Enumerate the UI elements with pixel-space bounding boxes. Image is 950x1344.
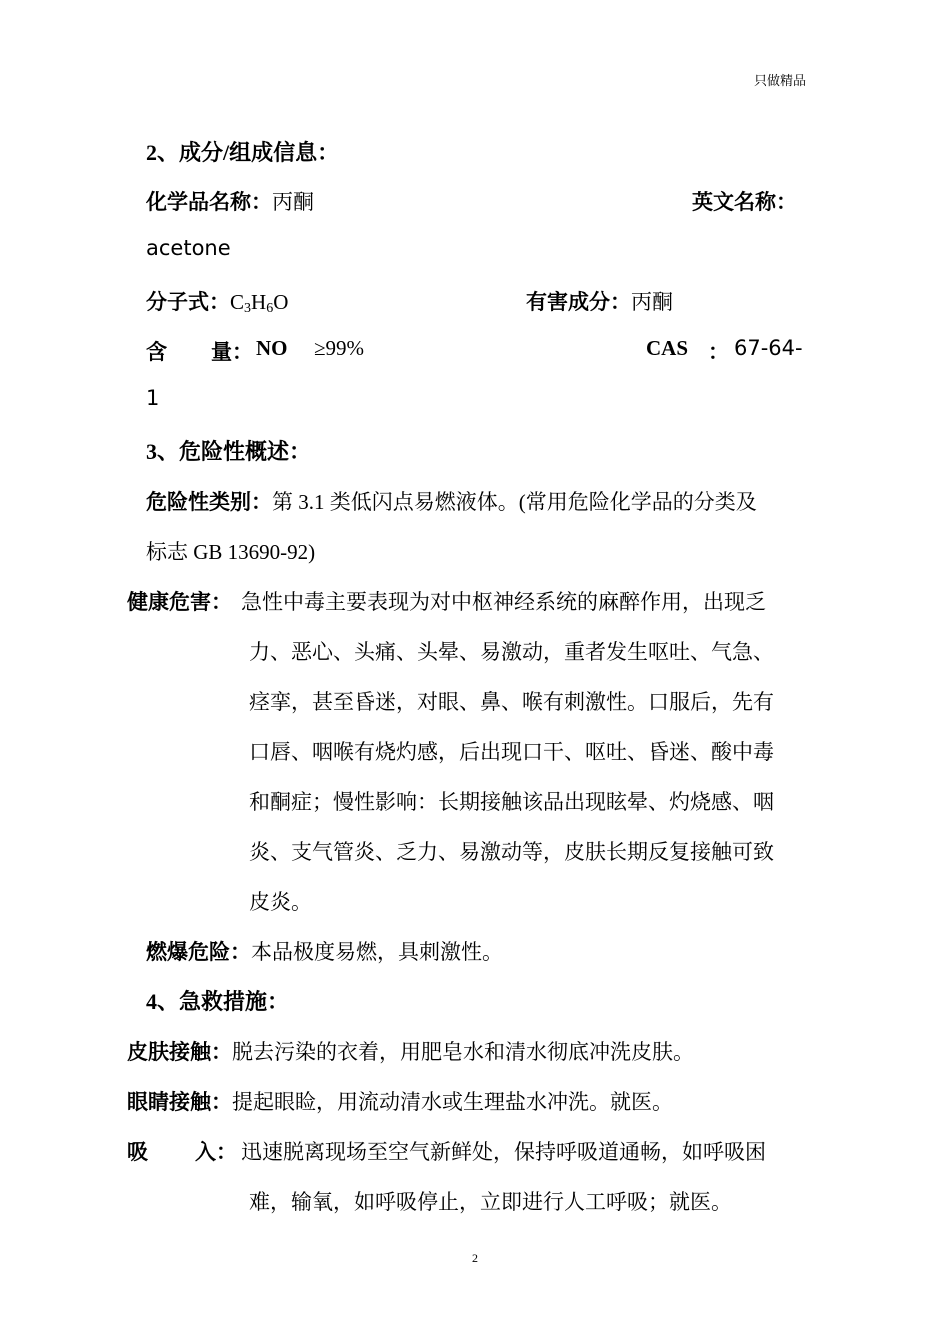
skin-contact-value: 脱去污染的衣着，用肥皂水和清水彻底冲洗皮肤。	[232, 1040, 694, 1064]
formula-c-sub: 3	[244, 301, 252, 316]
health-hazard-label: 健康危害：	[127, 590, 232, 614]
cas-label: CAS	[646, 336, 689, 360]
harmful-label: 有害成分：	[526, 290, 631, 314]
content-label-2: 量：	[211, 340, 253, 364]
chem-name-row	[146, 186, 314, 216]
cas-value-2: 1	[146, 386, 160, 410]
harmful-row	[526, 286, 673, 316]
harmful-value: 丙酮	[631, 290, 673, 314]
fire-hazard-value: 本品极度易燃，具刺激性。	[251, 940, 503, 964]
chem-name-value: 丙酮	[272, 190, 314, 214]
formula-c: C	[230, 290, 245, 314]
fire-hazard-row	[146, 936, 503, 966]
page-number: 2	[472, 1251, 478, 1265]
health-hazard-line: 痉挛，甚至昏迷，对眼、鼻、喉有刺激性。口服后，先有	[249, 690, 774, 714]
health-hazard-line: 急性中毒主要表现为对中枢神经系统的麻醉作用，出现乏	[241, 590, 766, 614]
formula-o: O	[273, 290, 289, 314]
header-text: 只做精品	[753, 73, 806, 88]
section-3-title: 3、危险性概述：	[146, 439, 312, 464]
cas-value-1: 67-64-	[734, 336, 803, 360]
formula-h-sub: 6	[266, 301, 274, 316]
content-label-1: 含	[146, 340, 167, 364]
eye-contact-value: 提起眼睑，用流动清水或生理盐水冲洗。就医。	[232, 1090, 673, 1114]
inhale-label-2: 入：	[195, 1140, 237, 1164]
health-hazard-line: 皮炎。	[249, 890, 312, 914]
formula-label: 分子式：	[146, 290, 230, 314]
content-no: NO	[256, 336, 288, 360]
eye-contact-label: 眼睛接触：	[127, 1090, 232, 1114]
health-hazard-line: 和酮症；慢性影响：长期接触该品出现眩晕、灼烧感、咽	[249, 790, 774, 814]
hazard-category-line2: 标志 GB 13690-92)	[146, 540, 316, 564]
health-hazard-line: 力、恶心、头痛、头晕、易激动，重者发生呕吐、气急、	[249, 640, 774, 664]
inhale-line: 迅速脱离现场至空气新鲜处，保持呼吸道通畅，如呼吸困	[241, 1140, 766, 1164]
content-value: ≥99%	[314, 336, 365, 360]
skin-contact-label: 皮肤接触：	[127, 1040, 232, 1064]
chem-name-label: 化学品名称：	[146, 190, 272, 214]
fire-hazard-label: 燃爆危险：	[146, 940, 251, 964]
hazard-category-row	[146, 486, 757, 516]
section-2-title: 2、成分/组成信息：	[146, 140, 340, 165]
hazard-category-label: 危险性类别：	[146, 490, 272, 514]
formula-h: H	[251, 290, 267, 314]
formula-row	[146, 286, 288, 317]
eng-name-value: acetone	[146, 236, 231, 260]
hazard-category-line1: 第 3.1 类低闪点易燃液体。(常用危险化学品的分类及	[272, 490, 757, 514]
eng-name-label: 英文名称：	[692, 190, 797, 214]
skin-contact-row	[127, 1036, 694, 1066]
eye-contact-row	[127, 1086, 673, 1116]
section-4-title: 4、急救措施：	[146, 989, 290, 1014]
inhale-label-1: 吸	[127, 1140, 148, 1164]
health-hazard-line: 口唇、咽喉有烧灼感，后出现口干、呕吐、昏迷、酸中毒	[249, 740, 774, 764]
health-hazard-line: 炎、支气管炎、乏力、易激动等，皮肤长期反复接触可致	[249, 840, 774, 864]
cas-colon: ：	[708, 340, 729, 364]
inhale-line: 难，输氧，如呼吸停止，立即进行人工呼吸；就医。	[249, 1190, 732, 1214]
